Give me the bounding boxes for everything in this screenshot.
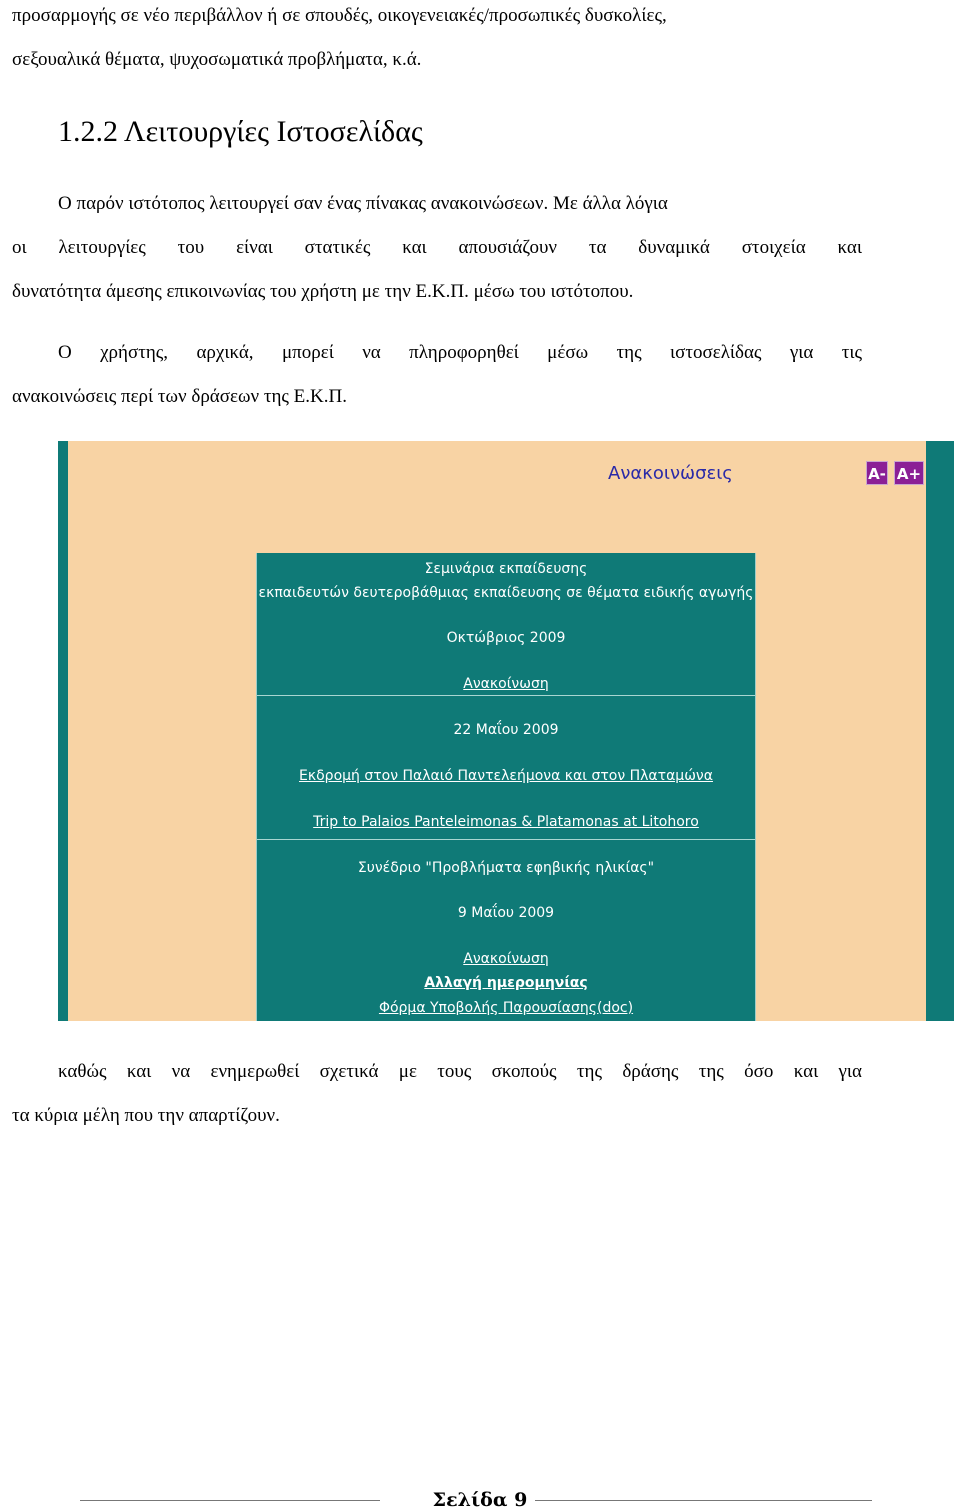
text-line: Ο παρόν ιστότοπος λειτουργεί σαν ένας πίνακας ανακοινώσεων. Με άλλα λόγια xyxy=(58,193,668,214)
text-line: προσαρμογής σε νέο περιβάλλον ή σε σπουδές, οικογενειακές/προσωπικές δυσκολίες, xyxy=(12,5,667,26)
announcement-date: 22 Μαΐου 2009 xyxy=(453,722,559,738)
paragraph-functions xyxy=(12,182,862,314)
intro-paragraph xyxy=(12,0,862,82)
announcement-date: Οκτώβριος 2009 xyxy=(446,630,566,646)
text-line: καθώς και να ενημερωθεί σχετικά με τους σκοπούς της δράσης της όσο και για xyxy=(58,1061,862,1082)
announcement-date: 9 Μαΐου 2009 xyxy=(457,905,555,921)
submission-form-link[interactable]: Φόρμα Υποβολής Παρουσίασης(doc) xyxy=(378,1000,634,1016)
right-border xyxy=(926,441,954,1021)
text-line: σεξουαλικά θέματα, ψυχοσωματικά προβλήματα, κ.ά. xyxy=(12,49,422,70)
text-line: Ο χρήστης, αρχικά, μπορεί να πληροφορηθεί μέσω της ιστοσελίδας για τις xyxy=(58,342,862,363)
trip-link-english[interactable]: Trip to Palaios Panteleimonas & Platamonas at Litohoro xyxy=(313,814,699,830)
font-increase-button[interactable]: A+ xyxy=(894,461,924,485)
text-line: τα κύρια μέλη που την απαρτίζουν. xyxy=(12,1105,280,1126)
page-number-label: Σελίδα 9 xyxy=(425,1489,536,1511)
page-number xyxy=(0,1488,960,1512)
announcement-board xyxy=(256,553,756,1021)
paragraph-user xyxy=(12,331,862,419)
announcement-subtitle: εκπαιδευτών δευτεροβάθμιας εκπαίδευσης σε θέματα ειδικής αγωγής xyxy=(258,585,754,601)
divider xyxy=(257,839,755,840)
announcements-screenshot xyxy=(58,441,954,1021)
announcement-link[interactable]: Ανακοίνωση xyxy=(463,676,549,692)
section-heading: 1.2.2 Λειτουργίες Ιστοσελίδας xyxy=(58,115,423,148)
text-line: οι λειτουργίες του είναι στατικές και απουσιάζουν τα δυναμικά στοιχεία και xyxy=(12,237,862,258)
left-border xyxy=(58,441,68,1021)
date-change-link[interactable]: Αλλαγή ημερομηνίας xyxy=(424,975,588,991)
announcements-title: Ανακοινώσεις xyxy=(608,463,733,484)
announcement-title: Σεμινάρια εκπαίδευσης xyxy=(424,561,588,577)
paragraph-purpose xyxy=(12,1050,862,1138)
announcement-link[interactable]: Ανακοίνωση xyxy=(463,951,549,967)
text-line: δυνατότητα άμεσης επικοινωνίας του χρήστη με την Ε.Κ.Π. μέσω του ιστότοπου. xyxy=(12,281,634,302)
trip-link-greek[interactable]: Εκδρομή στον Παλαιό Παντελεήμονα και στον Πλαταμώνα xyxy=(299,768,713,784)
divider xyxy=(257,695,755,696)
announcement-title: Συνέδριο "Προβλήματα εφηβικής ηλικίας" xyxy=(357,860,655,876)
font-decrease-button[interactable]: A- xyxy=(866,461,888,485)
text-line: ανακοινώσεις περί των δράσεων της Ε.Κ.Π. xyxy=(12,386,347,407)
